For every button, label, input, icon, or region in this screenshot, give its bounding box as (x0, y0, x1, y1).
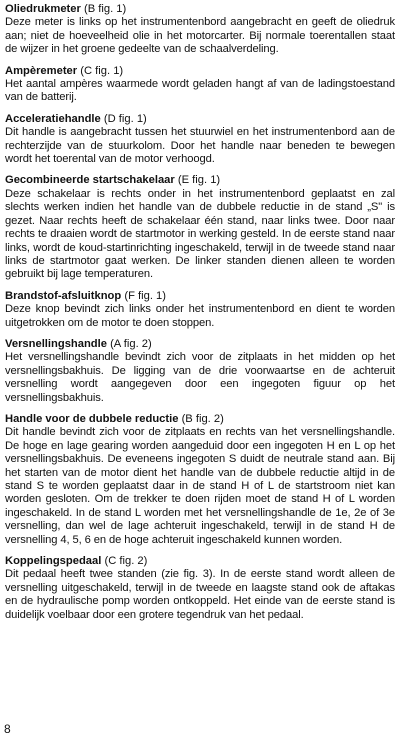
section-amperemeter (5, 65, 395, 105)
figure-reference: (F fig. 1) (124, 289, 166, 302)
section-acceleratiehandle (5, 113, 395, 167)
section-body: Het aantal ampères waarmede wordt geladen hangt af van de ladingstoestand van de batterij. (5, 78, 395, 104)
section-body: Dit handle bevindt zich voor de zitplaats en rechts van het versnellingshandle. De hoge en lage gearing worden aangeduid door een ingegoten H en L op het versnellingsbakhuis. De eveneens ingegoten S duidt de neutrale stand aan. Bij het starten van de motor dient het handle van de dubbele reductie altijd in de stand S te worden geplaatst daar in de stand H of L de startstroom niet kan worden gesloten. Om de trekker te doen rijden moet de stand H of L worden ingeschakeld. In de stand L worden met het versnellingshandle de 1e, 2e of 3e versnelling, dan wel de lage achteruit ingeschakeld, terwijl in de stand H de versnelling 4, 5, 6 en de hoge achteruit ingeschakeld kunnen worden. (5, 426, 395, 546)
section-title: Gecombineerde startschakelaar (5, 174, 175, 187)
section-body: Deze meter is links op het instrumentenbord aangebracht en geeft de oliedruk aan; niet de hoeveelheid olie in het motorcarter. Bij normale toerentallen staat de wijzer in het groene gedeelte van de schaalverdeling. (5, 16, 395, 56)
section-brandstof-afsluitknop (5, 290, 395, 330)
section-body: Dit handle is aangebracht tussen het stuurwiel en het instrumentenbord aan de rechterzijde van de stuurkolom. Door het handle naar beneden te bewegen wordt het toerental van de motor verhoogd. (5, 126, 395, 166)
section-heading (5, 65, 395, 78)
section-heading (5, 555, 395, 568)
section-startschakelaar (5, 174, 395, 281)
section-heading (5, 174, 395, 187)
section-heading (5, 338, 395, 351)
section-title: Ampèremeter (5, 64, 78, 77)
section-body: Het versnellingshandle bevindt zich voor de zitplaats in het midden op het versnellingsbakhuis. De ligging van de drie voorwaartse en de achteruit versnelling wordt aangegeven door een ingegoten figuur op het versnellingsbakhuis. (5, 351, 395, 404)
section-dubbele-reductie (5, 413, 395, 547)
section-title: Handle voor de dubbele reductie (5, 412, 179, 425)
section-heading (5, 113, 395, 126)
section-title: Versnellingshandle (5, 337, 107, 350)
section-title: Acceleratiehandle (5, 112, 101, 125)
section-title: Oliedrukmeter (5, 3, 81, 15)
section-title: Koppelingspedaal (5, 555, 102, 568)
section-versnellingshandle (5, 338, 395, 405)
section-body: Deze schakelaar is rechts onder in het instrumentenbord geplaatst en zal slechts werken indien het handle van de dubbele reductie in de stand „S" is gezet. Naar rechts heeft de schakelaar één stand, naar links twee. Door naar rechts te draaien wordt de startmotor in werking gesteld. In de eerste stand naar links, wordt de koud-startinrichting ingeschakeld, terwijl in de tweede stand naar links de startmotor gaat werken. De linker standen dienen alleen te worden gebruikt bij lage temperaturen. (5, 187, 395, 281)
figure-reference: (E fig. 1) (177, 174, 221, 187)
section-body: Deze knop bevindt zich links onder het instrumentenbord en dient te worden uitgetrokken om de motor te doen stoppen. (5, 303, 395, 329)
figure-reference: (C fig. 2) (104, 555, 148, 568)
figure-reference: (A fig. 2) (110, 337, 152, 350)
page-number: 8 (4, 722, 11, 736)
section-koppelingspedaal (5, 555, 395, 622)
section-heading (5, 413, 395, 426)
section-body: Dit pedaal heeft twee standen (zie fig. 3). In de eerste stand wordt alleen de versnelling uitgeschakeld, terwijl in de tweede en laagste stand ook de aftakas en de hydraulische pomp worden ontkoppeld. Het einde van de eerste stand is duidelijk voelbaar door een grotere tegendruk van het pedaal. (5, 568, 395, 621)
figure-reference: (B fig. 2) (181, 412, 224, 425)
section-heading (5, 3, 395, 16)
figure-reference: (C fig. 1) (80, 64, 124, 77)
section-oliedrukmeter (5, 3, 395, 57)
section-title: Brandstof-afsluitknop (5, 289, 122, 302)
figure-reference: (D fig. 1) (103, 112, 147, 125)
figure-reference: (B fig. 1) (83, 3, 127, 15)
section-heading (5, 290, 395, 303)
